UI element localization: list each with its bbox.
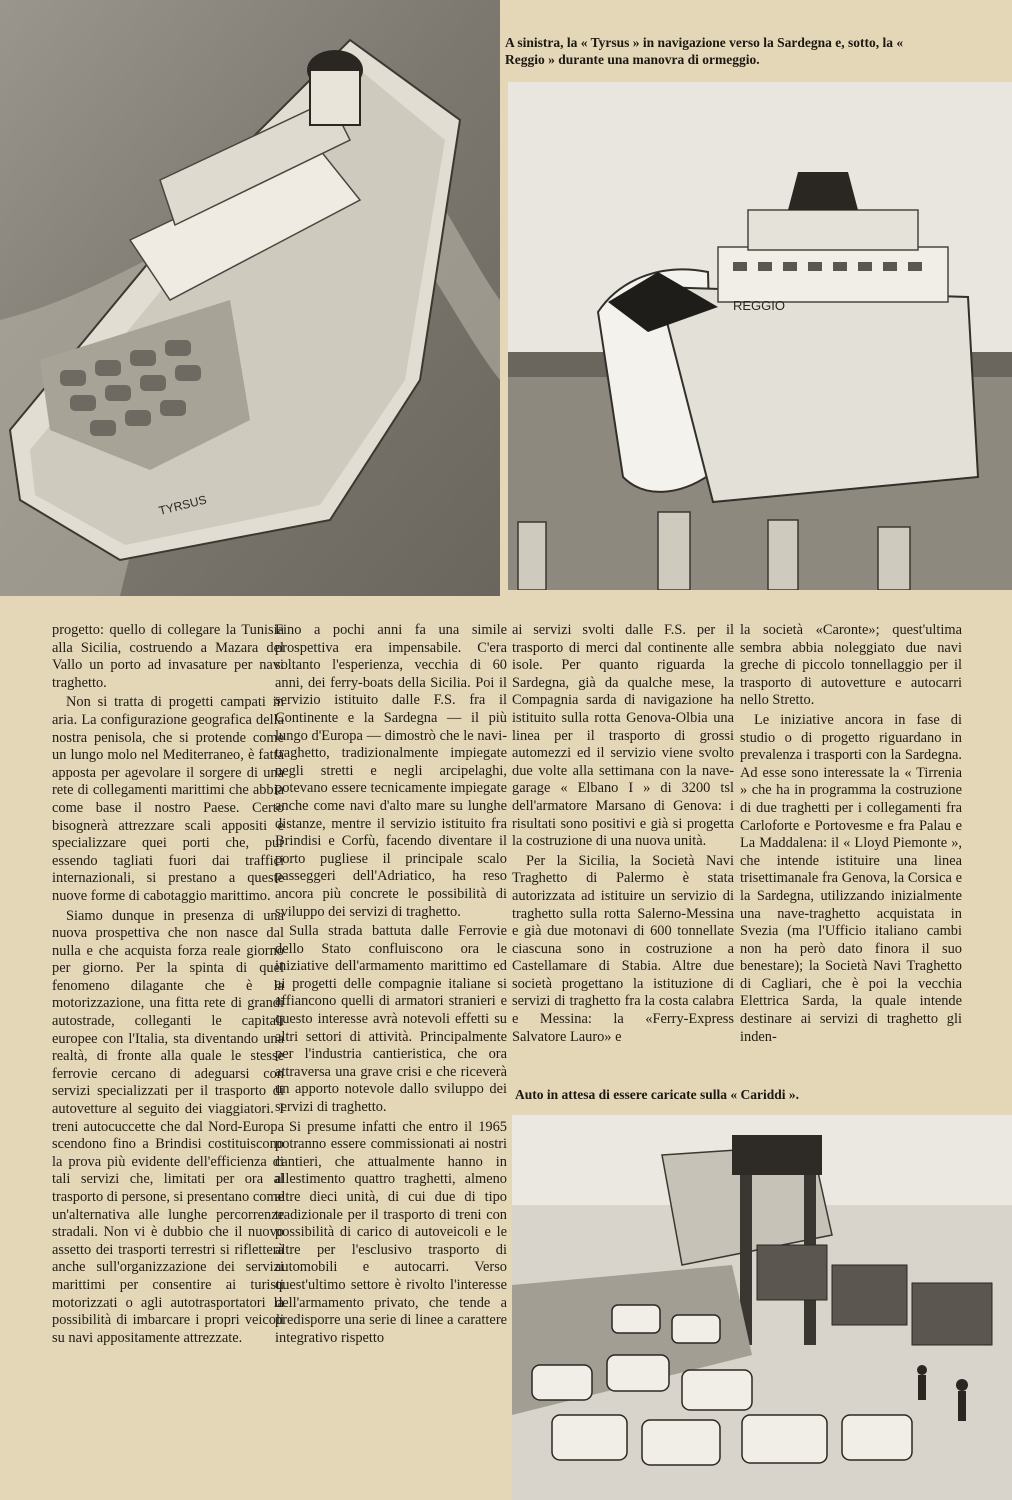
text-column-2 <box>275 622 507 1347</box>
reggio-hull-name: REGGIO <box>733 298 786 313</box>
text-column-3 <box>512 622 734 1046</box>
tyrsus-ship-illustration <box>0 0 500 596</box>
cariddi-port-illustration <box>512 1115 1012 1500</box>
paragraph: Si presume infatti che entro il 1965 potranno essere commissionati ai nostri cantieri, che attualmente hanno in allestimento quattro traghetti, almeno altre dieci unità, di cui due di tipo tradizionale per il trasporto di treni con possibilità di carico di autoveicoli e le altre per l'esclusivo trasporto di automobili e autocarri. Verso quest'ultimo settore è rivolto l'interesse dell'armamento privato, che tende a predisporre una serie di linee a carattere integrativo rispetto <box>275 1118 507 1346</box>
reggio-ship-illustration <box>508 82 1012 590</box>
paragraph: Per la Sicilia, la Società Navi Traghetto di Palermo è stata autorizzata ad istituire un servizio di traghetto sulla rotta Salerno-Messina e già due motonavi di 600 tonnellate ciascuna sono in costruzione a Castellamare di Stabia. Altre due società progettano la istituzione di servizi di traghetto fra la costa calabra e Messina: la «Ferry-Express Salvatore Lauro» e <box>512 852 734 1045</box>
paragraph: Fino a pochi anni fa una simile prospettiva era impensabile. C'era soltanto l'esperienza, vecchia di 60 anni, dei ferry-boats della Sicilia. Poi il servizio istituito dalle F.S. fra il Continente e la Sardegna — il più lungo d'Europa — dimostrò che le navi-traghetto, tradizionalmente impiegate negli stretti e negli arcipelaghi, potevano essere tecnicamente impiegate anche come navi d'alto mare su lunghe distanze, mentre il servizio istituito fra Brindisi e Corfù, facendo diventare il porto pugliese il principale scalo passeggeri dell'Adriatico, ha reso ancora più concrete le possibilità di sviluppo dei servizi di traghetto. <box>275 622 507 920</box>
tyrsus-stern-name: TYRSUS <box>157 492 208 518</box>
paragraph: ai servizi svolti dalle F.S. per il trasporto di merci dal continente alle isole. Per quanto riguarda la Sardegna, già da qualche mese, la Compagnia sarda di navigazione ha istituito sulla rotta Genova-Olbia una linea per il trasporto di grossi automezzi ed il servizio viene svolto due volte alla settimana con la nave-garage « Elbano I » di 3200 tsl dell'armatore Marsano di Genova: i risultati sono positivi e già si progetta la costruzione di una nuova unità. <box>512 622 734 850</box>
caption-tyrsus-reggio: A sinistra, la « Tyrsus » in navigazione verso la Sardegna e, sotto, la « Reggio » durante una manovra di ormeggio. <box>505 35 904 67</box>
paragraph: Sulla strada battuta dalle Ferrovie dello Stato confluiscono ora le iniziative dell'armamento marittimo ed ai progetti delle compagnie italiane si affiancono quelli di armatori stranieri e questo interesse avrà notevoli effetti su altri settori di attività. Principalmente per l'industria cantieristica, che ora attraversa una grave crisi e che riceverà un apporto notevole dallo sviluppo dei servizi di traghetto. <box>275 923 507 1116</box>
photo-tyrsus <box>0 0 500 596</box>
text-column-1 <box>52 622 284 1347</box>
paragraph: progetto: quello di collegare la Tunisia alla Sicilia, costruendo a Mazara del Vallo un porto ad invasature per navi traghetto. <box>52 622 284 691</box>
paragraph: Le iniziative ancora in fase di studio o di progetto riguardano in prevalenza i trasporti con la Sardegna. Ad esse sono interessate la « Tirrenia » che ha in programma la costruzione di due traghetti per i collegamenti fra Carloforte e Portovesme e fra Palau e La Maddalena: il « Lloyd Piemonte », che intende istituire una linea trisettimanale fra Genova, la Corsica e la Sardegna, utilizzando inizialmente una nave-traghetto acquistata in Svezia (ma l'Ufficio italiano cambi non ha però dato finora il suo benestare); la Società Navi Traghetto di Cagliari, che è poi la vecchia Elettrica Sarda, la quale intende destinare ai servizi di traghetto gli inden- <box>740 711 962 1045</box>
caption-cariddi: Auto in attesa di essere caricate sulla « Cariddi ». <box>515 1087 799 1102</box>
paragraph: Siamo dunque in presenza di una nuova prospettiva che non nasce dal nulla e che acquista forza reale giorno per giorno. Per la spinta di quel fenomeno dilagante che è la motorizzazione, una fitta rete di grandi autostrade, colleganti le capitali europee con l'Italia, sta diventando una realtà, di fronte alla quale le stesse ferrovie cercano di adeguarsi con servizi specializzati per il trasporto di autovetture al seguito dei viaggiatori. I treni autocuccette che dal Nord-Europa scendono fino a Brindisi costituiscono la prova più evidente dell'efficienza di tali servizi che, limitati per ora al trasporto di persone, si presentano come un'alternativa alle lunghe percorrenze stradali. Non vi è dubbio che il nuovo assetto dei trasporti terrestri si rifletterà anche sull'organizzazione dei servizi marittimi per consentire ai turisti motorizzati o agli autotrasportatori la possibilità di imbarcare i propri veicoli su navi appositamente attrezzate. <box>52 907 284 1346</box>
photo-cariddi <box>512 1115 1012 1500</box>
paragraph: Non si tratta di progetti campati in aria. La configurazione geografica della nostra penisola, che si protende come un lungo molo nel Mediterraneo, è fatta apposta per agevolare il sorgere di una rete di collegamenti marittimi che abbia come base il nostro Paese. Certo bisognerà attrezzare scali appositi e specializzare quei porti che, pur essendo tagliati fuori dai traffici internazionali, si prestano a queste nuove forme di cabotaggio marittimo. <box>52 694 284 904</box>
paragraph: la società «Caronte»; quest'ultima sembra abbia noleggiato due navi greche di piccolo tonnellaggio per il trasporto di autovetture e autocarri nello Stretto. <box>740 622 962 709</box>
photo-reggio <box>508 82 1012 590</box>
text-column-4 <box>740 622 962 1046</box>
